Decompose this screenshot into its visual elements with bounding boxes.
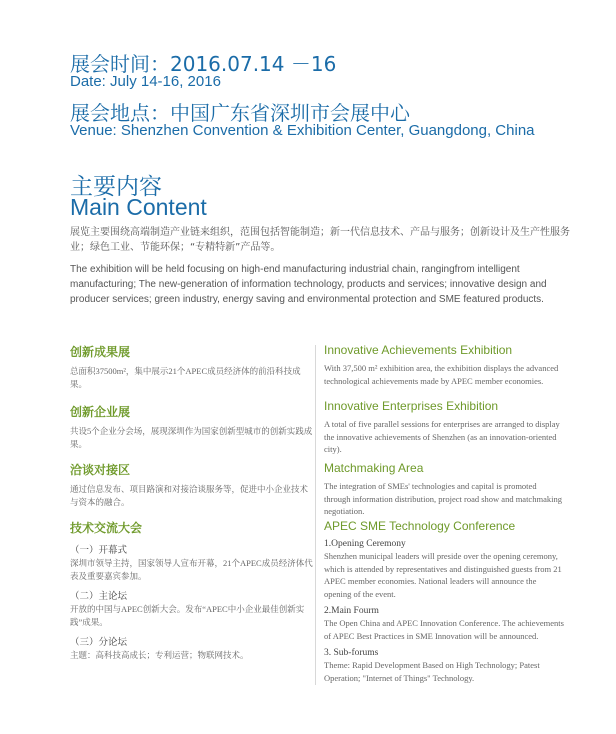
section-body: A total of five parallel sessions for enterprises are arranged to display the innovative achievements of Shenzhen (as an innovation-oriented city).: [324, 419, 560, 454]
subsection-body: Theme: Rapid Development Based on High Technology; Patest Operation; "Internet of Things" Technology.: [324, 660, 540, 683]
main-title-en: Main Content: [70, 194, 207, 220]
column-divider: [315, 345, 316, 685]
section-title: 洽谈对接区: [70, 463, 131, 477]
venue-en: Venue: Shenzhen Convention & Exhibition Center, Guangdong, China: [70, 122, 535, 139]
subsection-title: （三）分论坛: [70, 638, 128, 648]
section-tech-conference-en: [324, 519, 564, 684]
section-matchmaking-cn: [70, 461, 315, 508]
subsection-body: Shenzhen municipal leaders will preside over the opening ceremony, which is attended by representatives and distinguished guests from 21 APEC member economies. National leaders will announce the opening of the event.: [324, 551, 562, 599]
section-title: APEC SME Technology Conference: [324, 519, 516, 533]
section-tech-conference-cn: [70, 519, 315, 662]
date-en: Date: July 14-16, 2016: [70, 73, 221, 90]
subsection-title: （一）开幕式: [70, 546, 128, 556]
subsection-body: 开放的中国与APEC创新大会。发布“APEC中小企业最佳创新实践”成果。: [70, 604, 305, 627]
section-title: Matchmaking Area: [324, 461, 424, 475]
section-matchmaking-en: [324, 461, 564, 518]
subsection-body: The Open China and APEC Innovation Conference. The achievements of APEC Best Practices in SME Innovation will be announced.: [324, 618, 564, 641]
section-body: With 37,500 m² exhibition area, the exhibition displays the advanced technological achievements made by APEC member economies.: [324, 363, 559, 386]
section-body: 共设5个企业分会场，展现深圳作为国家创新型城市的创新实践成果。: [70, 426, 313, 449]
section-body: 通过信息发布、项目路演和对接洽谈服务等，促进中小企业技术与资本的融合。: [70, 484, 309, 507]
date-cn: 展会时间：2016.07.14 －16: [70, 52, 337, 76]
section-innovation-achievements-en: [324, 343, 564, 387]
main-paragraph-en: The exhibition will be held focusing on high-end manufacturing industrial chain, rangingfrom intelligent manufacturing; The new-generation of information technology, products and services; innovative design and producer services; green industry, energy saving and environmental protection and SME featured products.: [70, 264, 547, 305]
main-paragraph-cn: 展览主要围绕高端制造产业链来组织，范围包括智能制造；新一代信息技术、产品与服务；创新设计及生产性服务业；绿色工业、节能环保；“专精特新”产品等。: [70, 227, 570, 253]
subsection-title: 3. Sub-forums: [324, 648, 379, 658]
main-title-cn: 主要内容: [70, 174, 162, 200]
section-title: Innovative Achievements Exhibition: [324, 343, 513, 357]
subsection-title: 2.Main Fourm: [324, 606, 379, 616]
subsection-title: 1.Opening Ceremony: [324, 539, 406, 549]
subsection-title: （二）主论坛: [70, 592, 128, 602]
section-innovation-enterprises-en: [324, 399, 564, 456]
section-body: 总面积37500m²，集中展示21个APEC成员经济体的前沿科技成果。: [70, 366, 301, 389]
section-title: 创新成果展: [70, 345, 131, 359]
subsection-body: 主题：高科技高成长；专利运营；物联网技术。: [70, 650, 249, 660]
section-innovation-achievements-cn: [70, 343, 315, 390]
section-title: 创新企业展: [70, 405, 131, 419]
section-title: 技术交流大会: [70, 521, 143, 535]
section-body: The integration of SMEs' technologies and capital is promoted through information distribution, project road show and matchmaking negotiation.: [324, 481, 562, 516]
section-title: Innovative Enterprises Exhibition: [324, 399, 499, 413]
subsection-body: 深圳市领导主持，国家领导人宣布开幕，21个APEC成员经济体代表及重要嘉宾参加。: [70, 558, 313, 581]
venue-cn: 展会地点：中国广东省深圳市会展中心: [70, 101, 410, 125]
section-innovation-enterprises-cn: [70, 403, 315, 450]
